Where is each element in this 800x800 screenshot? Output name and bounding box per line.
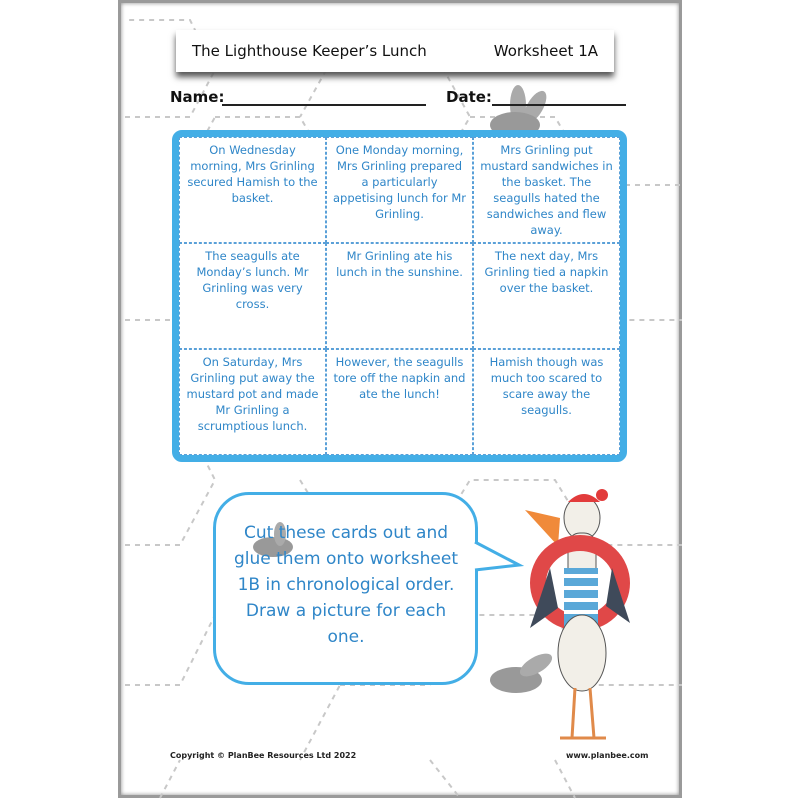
story-card: On Saturday, Mrs Grinling put away the mustard pot and made Mr Grinling a scrumptious lunch. — [179, 349, 326, 455]
story-card: On Wednesday morning, Mrs Grinling secured Hamish to the basket. — [179, 137, 326, 243]
copyright-text: Copyright © PlanBee Resources Ltd 2022 — [170, 751, 357, 760]
website-link[interactable]: www.planbee.com — [566, 751, 649, 760]
worksheet-number: Worksheet 1A — [493, 42, 598, 60]
date-field[interactable] — [492, 104, 626, 106]
worksheet-title: The Lighthouse Keeper’s Lunch — [192, 42, 427, 60]
title-box — [176, 30, 614, 72]
story-card: The seagulls ate Monday’s lunch. Mr Grinling was very cross. — [179, 243, 326, 349]
name-label: Name: — [170, 88, 225, 106]
instruction-text: Cut these cards out and glue them onto worksheet 1B in chronological order. Draw a picture for each one. — [233, 523, 458, 647]
story-card: Mr Grinling ate his lunch in the sunshine. — [326, 243, 473, 349]
story-card: Mrs Grinling put mustard sandwiches in the basket. The seagulls hated the sandwiches and flew away. — [473, 137, 620, 243]
speech-bubble-tail — [474, 540, 524, 580]
story-card-grid — [172, 130, 627, 462]
story-card: Hamish though was much too scared to scare away the seagulls. — [473, 349, 620, 455]
story-card: However, the seagulls tore off the napkin and ate the lunch! — [326, 349, 473, 455]
fly-icon — [478, 645, 558, 705]
story-card: One Monday morning, Mrs Grinling prepared a particularly appetising lunch for Mr Grinling. — [326, 137, 473, 243]
story-card: The next day, Mrs Grinling tied a napkin over the basket. — [473, 243, 620, 349]
name-field[interactable] — [222, 104, 426, 106]
date-label: Date: — [446, 88, 492, 106]
